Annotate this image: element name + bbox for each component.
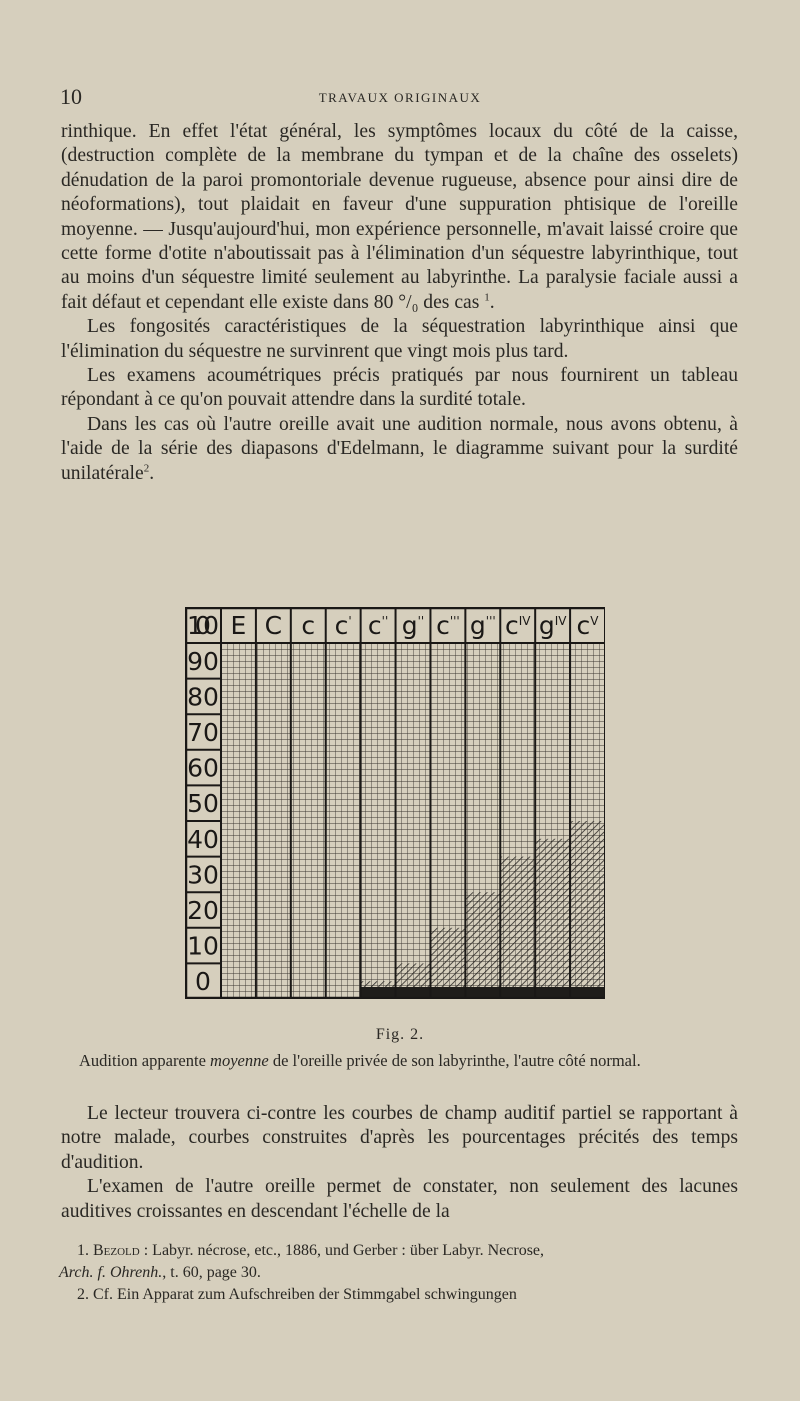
- hearing-diagram: [185, 607, 605, 999]
- row-label: 90: [187, 646, 219, 676]
- hatched-bar: [465, 892, 500, 999]
- body-text-top: [61, 120, 738, 486]
- hatched-bar: [500, 857, 535, 999]
- row-label: 0: [195, 967, 211, 997]
- column-label: c'': [367, 611, 389, 640]
- row-label: 10: [187, 931, 219, 961]
- column-label: g'': [401, 611, 425, 640]
- column-label: C: [264, 611, 283, 640]
- footnote-ref-2: 2: [143, 462, 150, 475]
- column-label: E: [230, 611, 247, 640]
- footnote-1: 1. Bezold : Labyr. nécrose, etc., 1886, und Gerber : über Labyr. Necrose,: [77, 1242, 545, 1259]
- column-label: c''': [436, 611, 460, 640]
- column-label: c': [334, 611, 352, 640]
- hatched-bar: [535, 839, 570, 999]
- row-label: 20: [187, 896, 219, 925]
- column-label: $g^{IV}$: [538, 611, 567, 640]
- footnote-2: 2. Cf. Ein Apparat zum Aufschreiben der Stimmgabel schwingungen: [77, 1286, 517, 1303]
- footnote-ref-1: 1: [484, 291, 490, 304]
- paragraph-1: rinthique. En effet l'état général, les symptômes locaux du côté de la caisse, (destruction complète de la membrane du tympan et de la chaîne des osselets) dénudation de la paroi promontoriale devenue rugueuse, absence pour ainsi dire de néoformations), tout plaidait en faveur d'une suppuration phtisique de l'oreille moyenne. — Jusqu'aujourd'hui, mon expérience personnelle, m'avait laissé croire que cette forme d'otite n'aboutissait pas à l'élimination d'un séquestre labyrinthique, tout au moins d'un séquestre limité seulement au labyrinthe. La paralysie faciale aussi a fait défaut et cependant elle existe dans 80 °/₀ des cas $^1$.: [61, 121, 738, 313]
- column-label: $c^V$: [576, 611, 599, 640]
- paragraph-5: Le lecteur trouvera ci-contre les courbes de champ auditif partiel se rapportant à notre malade, courbes construites d'après les pourcentages précités des temps d'audition.: [61, 1103, 738, 1173]
- row-label: 50: [187, 789, 219, 819]
- running-head: TRAVAUX ORIGINAUX: [318, 90, 482, 105]
- row-label: 70: [187, 718, 219, 747]
- column-label: $c^{IV}$: [504, 611, 531, 640]
- hatched-bar: [570, 821, 605, 999]
- figure-caption-title: Fig. 2.: [375, 1026, 425, 1043]
- column-label: c: [301, 611, 316, 640]
- paragraph-6: L'examen de l'autre oreille permet de constater, non seulement des lacunes auditives croissantes en descendant l'échelle de la: [61, 1176, 738, 1222]
- row-label: 30: [187, 860, 219, 890]
- row-label: 80: [187, 682, 219, 712]
- paragraph-3: Les examens acoumétriques précis pratiqués par nous fournirent un tableau répondant à ce qu'on pouvait attendre dans la surdité totale.: [61, 365, 738, 411]
- row-label: 100: [187, 611, 219, 640]
- page-header: [60, 84, 740, 110]
- footnote-1-cont: Arch. f. Ohrenh., t. 60, page 30.: [59, 1264, 261, 1281]
- paragraph-2: Les fongosités caractéristiques de la séquestration labyrinthique ainsi que l'élimination du séquestre ne survinrent que vingt mois plus tard.: [61, 316, 738, 362]
- paragraph-4: Dans les cas où l'autre oreille avait une audition normale, nous avons obtenu, à l'aide de la série des diapasons d'Edelmann, le diagramme suivant pour la surdité unilatérale$^2$.: [61, 413, 738, 484]
- figure-caption: Audition apparente moyenne de l'oreille privée de son labyrinthe, l'autre côté normal.: [79, 1051, 641, 1070]
- footnotes: [59, 1240, 739, 1306]
- row-label: 60: [187, 753, 219, 783]
- page-number: 10: [60, 84, 82, 109]
- body-text-bottom: [61, 1102, 738, 1224]
- row-label: 40: [187, 824, 219, 854]
- column-label: g''': [469, 611, 496, 640]
